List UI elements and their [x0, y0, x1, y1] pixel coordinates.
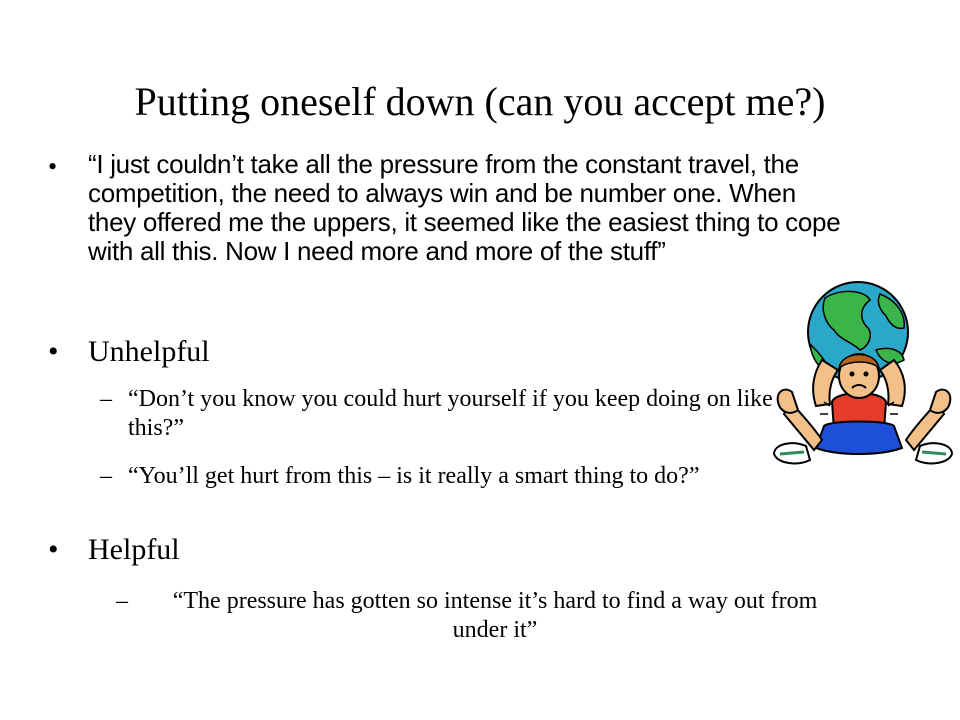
unhelpful-item-text: “Don’t you know you could hurt yourself if you keep doing on like this?” — [128, 386, 773, 441]
dash-marker: – — [116, 588, 128, 614]
helpful-heading: Helpful — [88, 533, 180, 566]
client-quote: “I just couldn’t take all the pressure from the constant travel, the competition, the need to always win and be number one. When they offered me the uppers, it seemed like the easiest thing to cope with all this. Now I need more and more of the stuff” — [88, 149, 841, 266]
helpful-item-text: “The pressure has gotten so intense it’s hard to find a way out from under it” — [172, 588, 818, 643]
page-title: Putting oneself down (can you accept me?) — [134, 79, 826, 124]
unhelpful-heading: Unhelpful — [88, 335, 210, 368]
boy-holding-globe-icon — [770, 280, 955, 470]
dash-marker: – — [100, 386, 112, 412]
dash-marker: – — [100, 463, 112, 489]
bullet-marker: • — [48, 335, 59, 368]
unhelpful-item-text: “You’ll get hurt from this – is it really a smart thing to do?” — [128, 463, 700, 489]
bullet-marker: • — [48, 152, 58, 181]
bullet-marker: • — [48, 533, 59, 566]
